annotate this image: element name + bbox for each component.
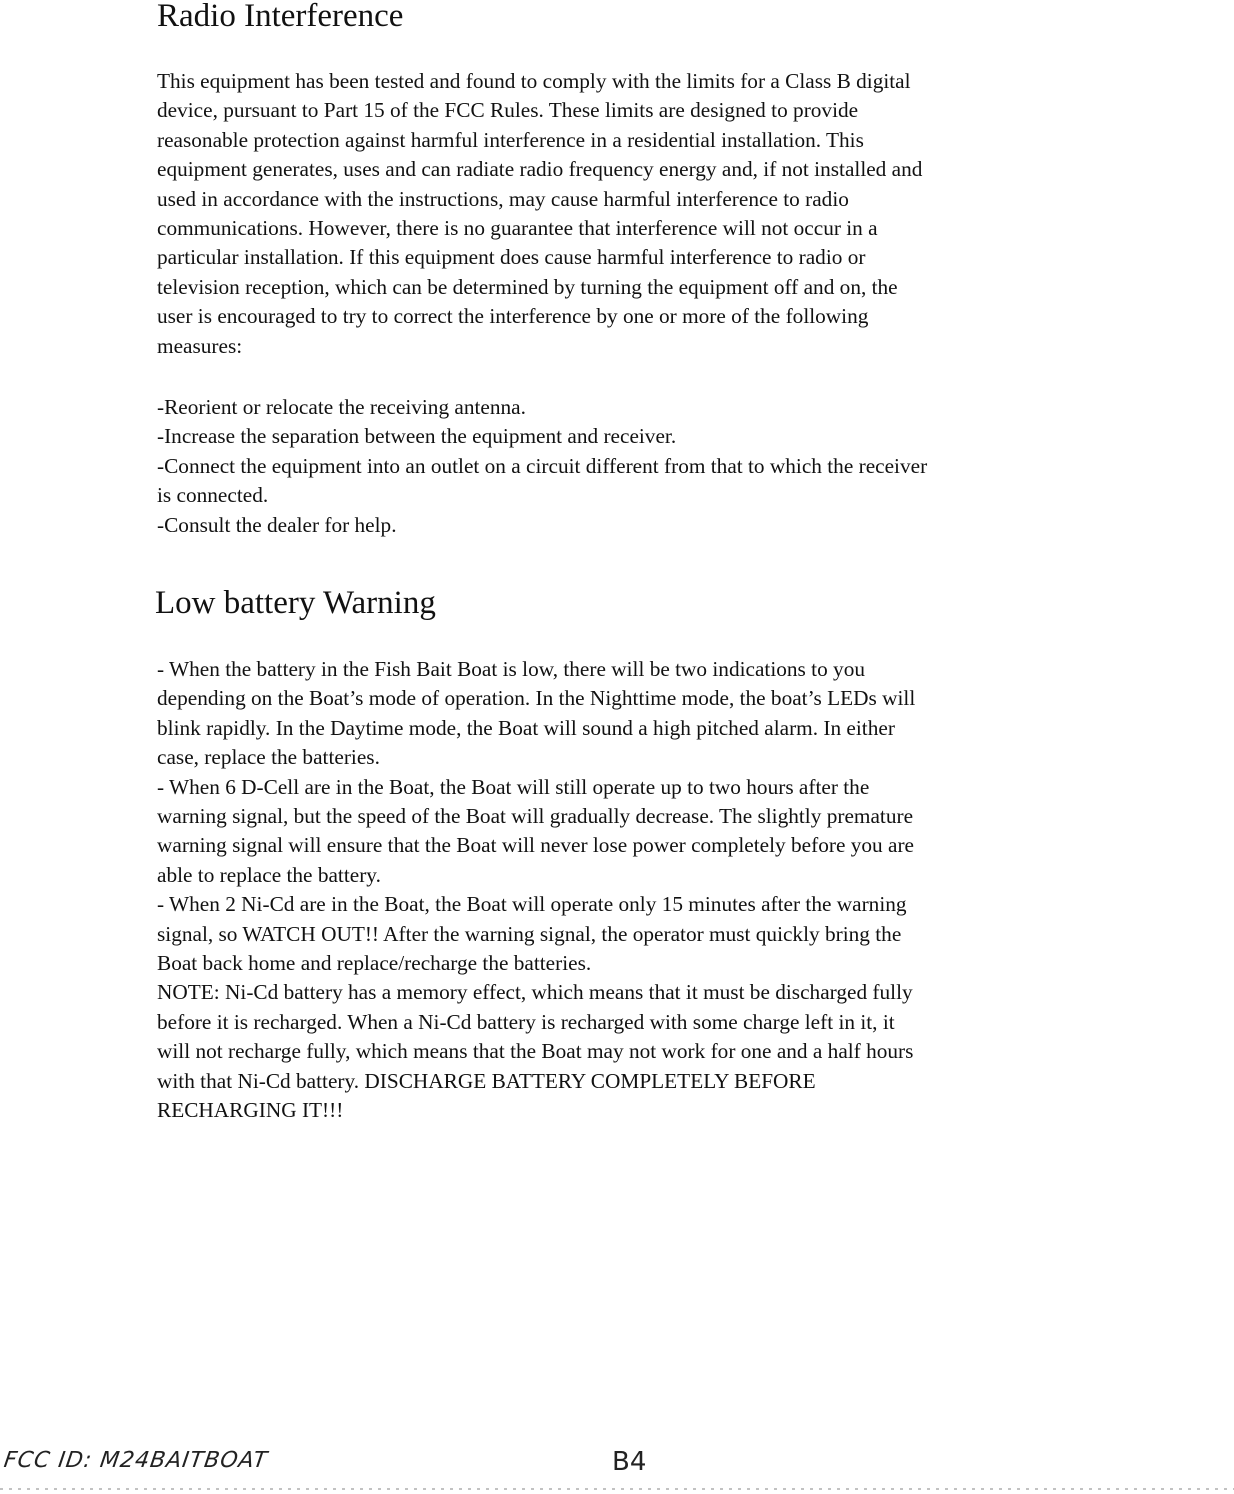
body-line: RECHARGING IT!!! <box>157 1098 344 1123</box>
body-line: warning signal, but the speed of the Boat will gradually decrease. The slightly premature <box>157 804 914 829</box>
body-line: NOTE: Ni-Cd battery has a memory effect, which means that it must be discharged fully <box>157 980 913 1005</box>
fcc-id-handwritten: FCC ID: M24BAITBOAT <box>2 1448 270 1473</box>
scan-artifact-line <box>0 1488 1234 1490</box>
body-line: before it is recharged. When a Ni-Cd battery is recharged with some charge left in it, it <box>157 1009 895 1034</box>
body-line: blink rapidly. In the Daytime mode, the Boat will sound a high pitched alarm. In either <box>157 715 895 740</box>
page-number: B4 <box>612 1447 647 1477</box>
radio-interference-paragraph <box>157 67 1077 361</box>
measure-item: -Consult the dealer for help. <box>157 512 397 537</box>
body-line: depending on the Boat’s mode of operation. In the Nighttime mode, the boat’s LEDs will <box>157 686 916 711</box>
body-line: Boat back home and replace/recharge the batteries. <box>157 951 592 976</box>
body-line: - When the battery in the Fish Bait Boat is low, there will be two indications to you <box>157 657 866 681</box>
radio-interference-heading: Radio Interference <box>157 0 404 34</box>
paragraph-line: device, pursuant to Part 15 of the FCC Rules. These limits are designed to provide <box>157 98 859 123</box>
paragraph-line: equipment generates, uses and can radiate radio frequency energy and, if not installed and <box>157 157 923 182</box>
paragraph-line: This equipment has been tested and found to comply with the limits for a Class B digital <box>157 69 911 93</box>
paragraph-line: television reception, which can be determined by turning the equipment off and on, the <box>157 274 898 299</box>
body-line: able to replace the battery. <box>157 862 381 887</box>
body-line: will not recharge fully, which means that the Boat may not work for one and a half hours <box>157 1039 914 1064</box>
body-line: - When 2 Ni-Cd are in the Boat, the Boat will operate only 15 minutes after the warning <box>157 892 907 917</box>
paragraph-line: user is encouraged to try to correct the interference by one or more of the following <box>157 304 869 329</box>
body-line: signal, so WATCH OUT!! After the warning signal, the operator must quickly bring the <box>157 921 902 946</box>
measures-list <box>157 393 1077 540</box>
paragraph-line: particular installation. If this equipment does cause harmful interference to radio or <box>157 245 866 270</box>
measure-item: -Connect the equipment into an outlet on a circuit different from that to which the receiver <box>157 453 928 478</box>
paragraph-line: used in accordance with the instructions, may cause harmful interference to radio <box>157 186 849 211</box>
low-battery-warning-body <box>157 655 1077 1126</box>
body-line: case, replace the batteries. <box>157 745 380 770</box>
low-battery-warning-heading: Low battery Warning <box>155 585 436 621</box>
paragraph-line: measures: <box>157 333 243 358</box>
body-line: - When 6 D-Cell are in the Boat, the Boat will still operate up to two hours after the <box>157 774 870 799</box>
paragraph-line: reasonable protection against harmful interference in a residential installation. This <box>157 127 864 152</box>
measure-item: -Reorient or relocate the receiving antenna. <box>157 395 526 419</box>
measure-item: -Increase the separation between the equipment and receiver. <box>157 424 677 449</box>
body-line: warning signal will ensure that the Boat will never lose power completely before you are <box>157 833 914 858</box>
measure-item: is connected. <box>157 483 269 508</box>
body-line: with that Ni-Cd battery. DISCHARGE BATTERY COMPLETELY BEFORE <box>157 1068 816 1093</box>
paragraph-line: communications. However, there is no guarantee that interference will not occur in a <box>157 216 878 241</box>
